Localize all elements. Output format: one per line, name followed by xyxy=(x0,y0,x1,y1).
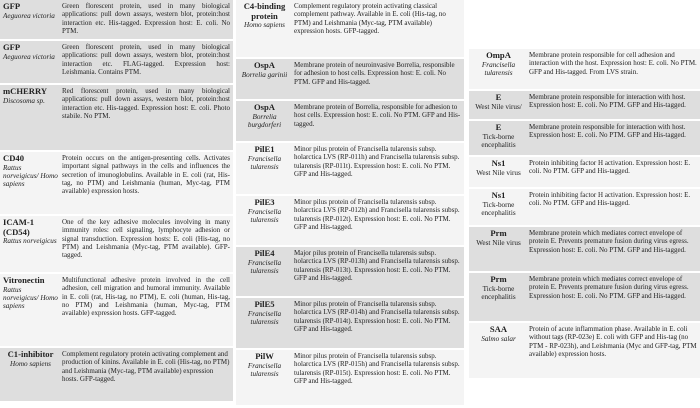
protein-species: Homo sapiens xyxy=(10,359,51,368)
protein-description: Membrane protein responsible for cell adhesion and interaction with the host. Expression host: E. coli. No PTM. GFP and His-tagged. From LVS strain. xyxy=(529,51,697,76)
protein-species: Francisella tularensis xyxy=(481,60,516,77)
protein-row-saa xyxy=(469,323,700,380)
protein-description: Membrane protein which mediates correct envelope of protein E. Prevents premature fusion during virus egress. Expression host: E. coli. No PTM. GFP and His-tagged. xyxy=(529,229,689,254)
protein-name-cell xyxy=(469,49,527,89)
protein-description: Multifunctional adhesive protein involved in the cell adhesion, cell migration and humoral immunity. Available in E. coli (rat, His-tag, no PTM), E. coli (human, His-tag, no PTM) and Leishmania (human, Myc-tag, PTM available) expression hosts. GFP-tagged. xyxy=(62,276,230,318)
protein-description: One of the key adhesive molecules involving in many immunity roles: cell signaling, lymphocyte adhesion or signal transduction. Expression hosts: E. coli (His-tag, no PTM) and Leishmania (Myc-tag, PTM available). GFP-tagged. xyxy=(62,218,230,260)
protein-species: Francisella tularensis xyxy=(247,309,282,326)
protein-species: Rattus norveigicus xyxy=(3,237,57,246)
protein-name: CD40 xyxy=(3,153,25,163)
protein-description: Membrane protein responsible for interaction with host. Expression host: E. coli. No PTM. GFP and His-tagged. xyxy=(529,93,686,110)
protein-species: Borrelia garinii xyxy=(241,70,288,79)
protein-name: Prm xyxy=(490,228,507,238)
protein-name-cell xyxy=(0,216,60,272)
protein-species: Francisella tularensis xyxy=(247,258,282,275)
protein-name-cell xyxy=(236,0,292,57)
protein-name: OspA xyxy=(253,60,275,70)
protein-name: PilW xyxy=(255,351,274,361)
protein-source: Tick-borne encephalitis xyxy=(481,200,516,217)
protein-row-pile5 xyxy=(236,298,464,350)
protein-description: Minor pilus protein of Francisella tularensis subsp. holarctica LVS (RP-014h) and Francisella tularensis subsp. tularensis (RP-014t). Expression host: E. coli. No PTM. GFP and His-tagged. xyxy=(294,300,460,334)
protein-source: West Nile virus xyxy=(476,168,521,177)
protein-row-prm-wnv xyxy=(469,227,700,273)
protein-name-cell xyxy=(0,274,60,346)
protein-species: Discosoma sp. xyxy=(3,96,45,105)
protein-name-cell xyxy=(0,41,60,83)
protein-species: Rattus norveigicus/ Homo sapiens xyxy=(3,285,58,311)
protein-source: West Nile virus xyxy=(476,238,521,247)
protein-name-cell xyxy=(0,348,60,401)
protein-row-gfp-flag xyxy=(0,41,233,85)
protein-row-e-wnv xyxy=(469,91,700,121)
protein-name: mCHERRY xyxy=(3,86,48,96)
protein-source: Tick-borne encephalitis xyxy=(481,284,516,301)
protein-name-cell xyxy=(236,59,292,99)
protein-source: Tick-borne encephalitis xyxy=(481,132,516,149)
protein-row-ompa xyxy=(469,49,700,91)
protein-name: PilE4 xyxy=(254,248,275,258)
protein-name-cell xyxy=(236,298,292,348)
protein-description: Protein inhibiting factor H activation. Expression host: E. coli. No PTM. GFP and His-tagged. xyxy=(529,191,691,208)
protein-name-cell xyxy=(469,157,527,187)
protein-species: Francisella tularensis xyxy=(247,207,282,224)
protein-name: Vitronectin xyxy=(3,275,45,285)
protein-name-cell xyxy=(236,101,292,141)
protein-name-cell xyxy=(0,85,60,150)
protein-row-ospa-burgdorferi xyxy=(236,101,464,143)
protein-row-pilw xyxy=(236,350,464,407)
protein-row-icam1 xyxy=(0,216,233,274)
protein-row-c4bp xyxy=(236,0,464,59)
protein-description: Complement regulatory protein activating complement and production of kinins. Available in E. coli (His-tag, no PTM) and Leishmania (Myc-tag, PTM available) expression hosts. GFP-tagged. xyxy=(62,350,230,384)
protein-description: Protein of acute inflammation phase. Available in E. coli without tags (RP-023e) E. coli with GFP and His-tag (no PTM - RP-023h), and Leishmania (Myc and GFP-tag, PTM available) expression hosts. xyxy=(529,325,697,359)
protein-row-ns1-wnv xyxy=(469,157,700,189)
protein-source: West Nile virus/ xyxy=(475,102,522,111)
protein-name: C4-binding protein xyxy=(243,1,286,21)
protein-row-vitronectin xyxy=(0,274,233,348)
protein-species: Francisella tularensis xyxy=(247,154,282,171)
protein-name-cell xyxy=(236,350,292,405)
protein-row-e-tbe xyxy=(469,121,700,157)
protein-name-cell xyxy=(0,0,60,39)
protein-row-c1-inhibitor xyxy=(0,348,233,403)
protein-description: Green florescent protein, used in many biological applications: pull down assays, western blot, protein:host interaction etc. His-tagged. Expression host: E. coli. No PTM. xyxy=(62,2,230,36)
protein-name-cell xyxy=(0,152,60,214)
protein-row-pile4 xyxy=(236,247,464,298)
protein-species: Francisella tularensis xyxy=(247,361,282,378)
protein-name: Prm xyxy=(490,274,507,284)
protein-species: Aeguorea victoria xyxy=(3,11,55,20)
protein-description: Membrane protein of Borrelia, responsible for adhesion to host cells. Expression host: E. coli. No PTM. GFP and His-tagged. xyxy=(294,103,461,128)
protein-name: PilE5 xyxy=(254,299,275,309)
protein-row-prm-tbe xyxy=(469,273,700,323)
protein-name: GFP xyxy=(3,42,21,52)
protein-name-cell xyxy=(469,323,527,378)
protein-name: SAA xyxy=(489,324,508,334)
protein-name-cell xyxy=(469,91,527,119)
protein-name: PilE3 xyxy=(254,197,275,207)
protein-row-gfp-his xyxy=(0,0,233,41)
protein-name: Ns1 xyxy=(491,190,506,200)
protein-name: OspA xyxy=(253,102,275,112)
protein-name: ICAM-1 (CD54) xyxy=(3,217,35,237)
protein-description: Minor pilus protein of Francisella tularensis subsp. holarctica LVS (RP-012h) and Francisella tularensis subsp. tularensis (RP-012t). Expression host: E. coli. No PTM. GFP and His-tagged. xyxy=(294,198,460,232)
protein-row-mcherry xyxy=(0,85,233,152)
protein-name: GFP xyxy=(3,1,21,11)
protein-row-ns1-tbe xyxy=(469,189,700,227)
protein-species: Salmo salar xyxy=(481,334,516,343)
protein-row-cd40 xyxy=(0,152,233,216)
protein-name-cell xyxy=(469,227,527,271)
protein-description: Protein occurs on the antigen-presenting cells. Activates important signal pathways in the cells and influences the secretion of imunoglobulins. Available in E. coli (rat, His-tag, no PTM) and Leishmania (human, Myc-tag, PTM available) expression hosts. xyxy=(62,154,230,196)
protein-name: PilE1 xyxy=(254,144,275,154)
protein-row-pile1 xyxy=(236,143,464,196)
protein-description: Membrane protein which mediates correct envelope of protein E. Prevents premature fusion during virus egress. Expression host: E. coli. No PTM. GFP and His-tagged. xyxy=(529,275,689,300)
protein-species: Homo sapiens xyxy=(244,21,285,30)
protein-description: Membrane protein responsible for interaction with host. Expression host: E. coli. No PTM. GFP and His-tagged. xyxy=(529,123,686,140)
protein-name-cell xyxy=(236,196,292,245)
protein-description: Membrane protein of neuroinvasive Borrelia, responsible for adhesion to host cells. Expression host: E. coli. No PTM. GFP and His-tagged. xyxy=(294,61,455,86)
protein-name-cell xyxy=(236,143,292,194)
protein-species: Borrelia burgdorferi xyxy=(247,112,282,129)
protein-description: Protein inhibiting factor H activation. Expression host: E. coli. No PTM. GFP and His-tagged. xyxy=(529,159,691,176)
protein-row-pile3 xyxy=(236,196,464,247)
protein-description: Major pilus protein of Francisella tularensis subsp. holarctica LVS (RP-013h) and Francisella tularensis subsp. tularensis (RP-013t). Expression host: E. coli. No PTM. GFP and His-tagged. xyxy=(294,249,460,283)
protein-name-cell xyxy=(469,121,527,155)
protein-name: E xyxy=(495,122,502,132)
protein-description: Red florescent protein, used in many biological applications: pull down assays, western blot, protein:host interaction etc. His-tagged. Expression host: E. coli. Photo stabile. No PTM. xyxy=(62,87,230,121)
protein-name-cell xyxy=(469,189,527,225)
protein-name: C1-inhibitor xyxy=(7,349,54,359)
protein-description: Green florescent protein, used in many biological applications: pull down assays, western blot, protein:host interaction etc. FLAG-tagged. Expression host: Leishmania. Contains PTM. xyxy=(62,43,230,77)
protein-name-cell xyxy=(469,273,527,321)
protein-description: Minor pilus protein of Francisella tularensis subsp. holarctica LVS (RP-011h) and Francisella tularensis subsp. tularensis (RP-011t). Expression host: E. coli. No PTM. GFP and His-tagged. xyxy=(294,145,460,179)
protein-species: Aeguorea victoria xyxy=(3,52,55,61)
protein-name-cell xyxy=(236,247,292,296)
protein-name: E xyxy=(495,92,502,102)
protein-description: Complement regulatory protein activating classical complement pathway. Available in E. coli (His-tag, no PTM) and Leishmania (Myc-tag, PTM available) expression hosts. GFP-tagged. xyxy=(294,2,446,36)
protein-row-ospa-garinii xyxy=(236,59,464,101)
protein-description: Minor pilus protein of Francisella tularensis subsp. holarctica LVS (RP-015h) and Francisella tularensis subsp. tularensis (RP-015t). Expression host: E. coli. No PTM. GFP and His-tagged. xyxy=(294,352,460,386)
protein-species: Rattus norveigicus/ Homo sapiens xyxy=(3,163,58,189)
protein-name: OmpA xyxy=(486,50,511,60)
protein-name: Ns1 xyxy=(491,158,506,168)
